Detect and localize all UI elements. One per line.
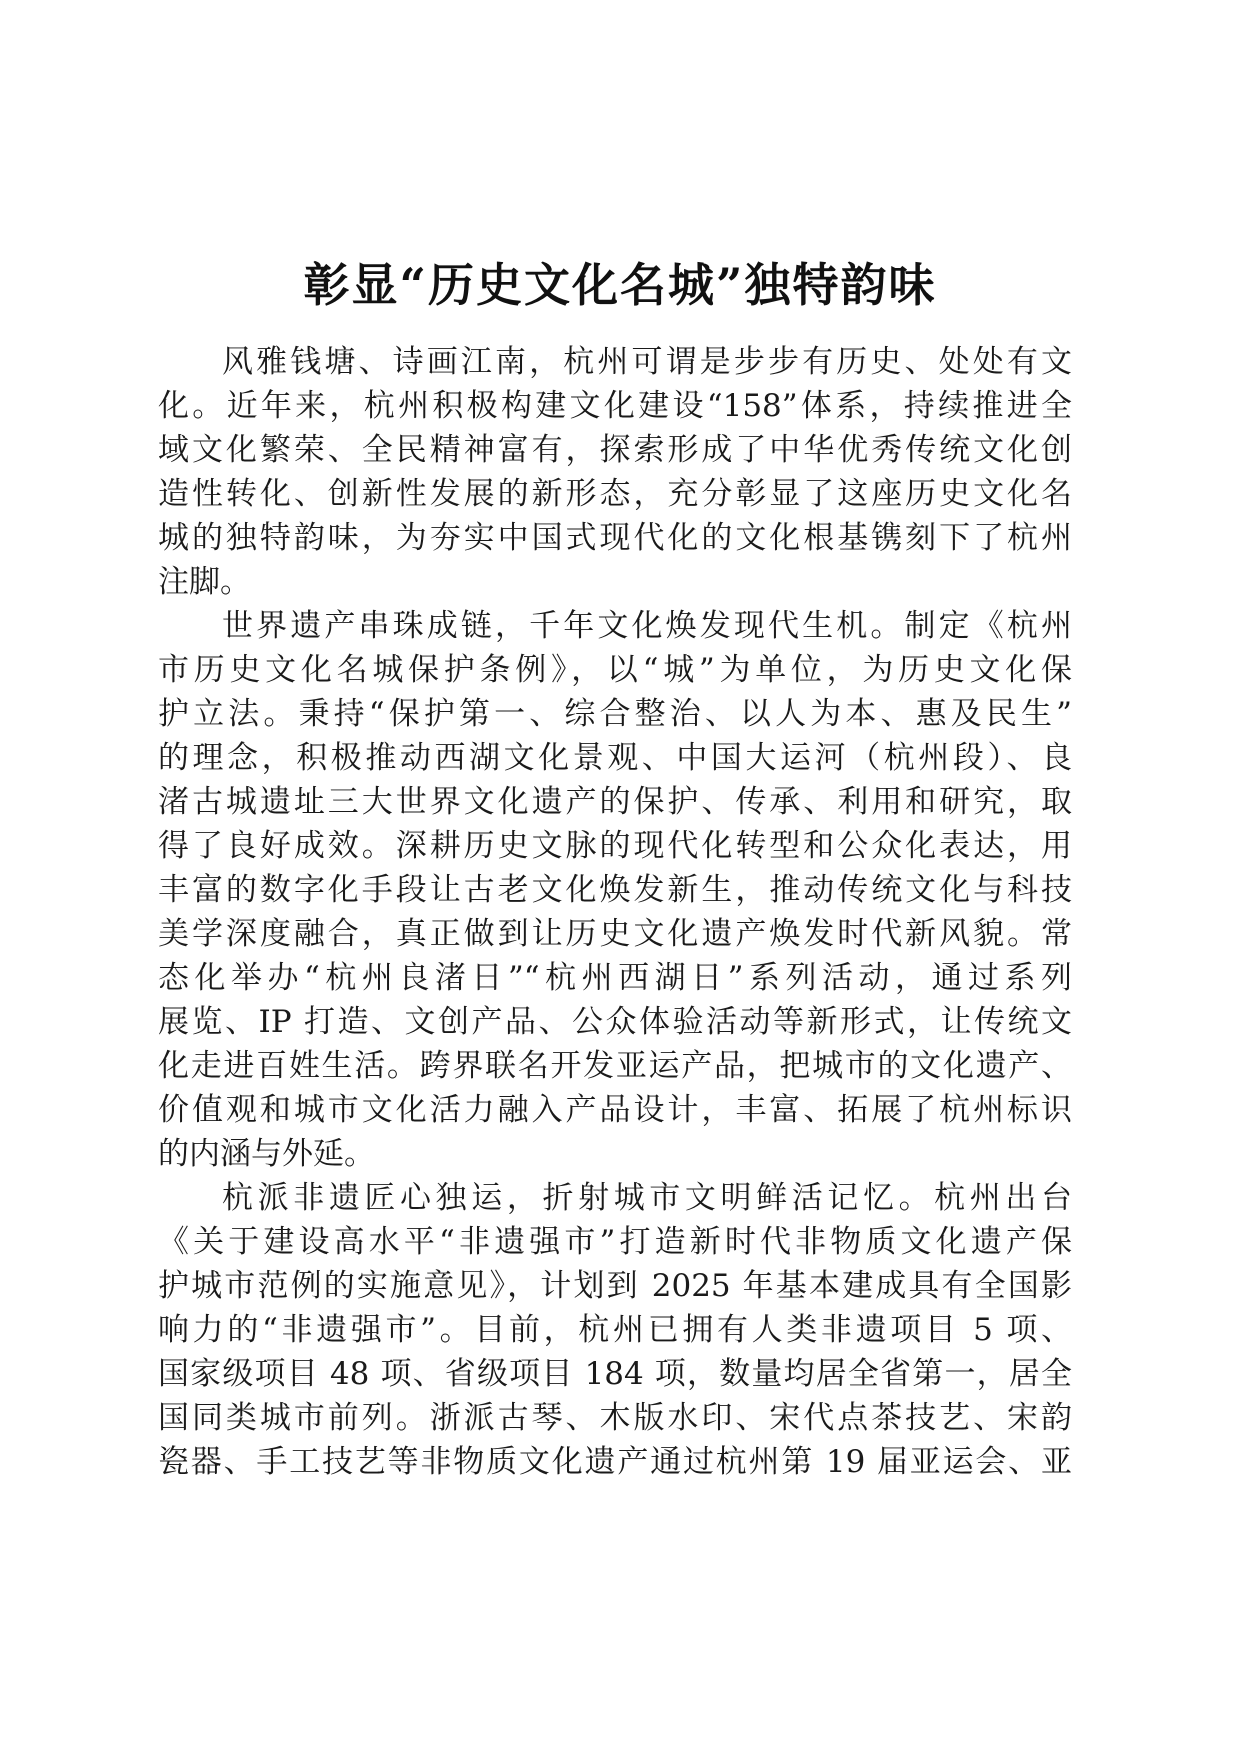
paragraph-2-line-3: 护立法。秉持“保护第一、综合整治、以人为本、惠及民生” bbox=[158, 696, 1072, 732]
paragraph-1-line-1: 风雅钱塘、诗画江南，杭州可谓是步步有历史、处处有文 bbox=[222, 344, 1072, 380]
paragraph-3-line-1: 杭派非遗匠心独运，折射城市文明鲜活记忆。杭州出台 bbox=[222, 1180, 1072, 1216]
paragraph-1-line-2: 化。近年来，杭州积极构建文化建设“158”体系，持续推进全 bbox=[158, 388, 1072, 424]
paragraph-3-line-3: 护城市范例的实施意见》，计划到 2025 年基本建成具有全国影 bbox=[158, 1268, 1072, 1304]
paragraph-3-line-7: 瓷器、手工技艺等非物质文化遗产通过杭州第 19 届亚运会、亚 bbox=[158, 1444, 1072, 1480]
paragraph-2-line-12: 价值观和城市文化活力融入产品设计，丰富、拓展了杭州标识 bbox=[158, 1092, 1072, 1128]
paragraph-2-line-9: 态化举办“杭州良渚日”“杭州西湖日”系列活动，通过系列 bbox=[158, 960, 1072, 996]
paragraph-2-line-8: 美学深度融合，真正做到让历史文化遗产焕发时代新风貌。常 bbox=[158, 916, 1072, 952]
paragraph-3-line-6: 国同类城市前列。浙派古琴、木版水印、宋代点茶技艺、宋韵 bbox=[158, 1400, 1072, 1436]
paragraph-3-line-5: 国家级项目 48 项、省级项目 184 项，数量均居全省第一，居全 bbox=[158, 1356, 1072, 1392]
paragraph-3-line-4: 响力的“非遗强市”。目前，杭州已拥有人类非遗项目 5 项、 bbox=[158, 1312, 1072, 1348]
paragraph-3-line-2: 《关于建设高水平“非遗强市”打造新时代非物质文化遗产保 bbox=[158, 1224, 1072, 1260]
paragraph-2-line-5: 渚古城遗址三大世界文化遗产的保护、传承、利用和研究，取 bbox=[158, 784, 1072, 820]
paragraph-2-line-11: 化走进百姓生活。跨界联名开发亚运产品，把城市的文化遗产、 bbox=[158, 1048, 1072, 1084]
paragraph-2-line-2: 市历史文化名城保护条例》，以“城”为单位，为历史文化保 bbox=[158, 652, 1072, 688]
paragraph-2-line-7: 丰富的数字化手段让古老文化焕发新生，推动传统文化与科技 bbox=[158, 872, 1072, 908]
document-title: 彰显“历史文化名城”独特韵味 bbox=[303, 258, 937, 312]
paragraph-1-line-4: 造性转化、创新性发展的新形态，充分彰显了这座历史文化名 bbox=[158, 476, 1072, 512]
paragraph-2-line-10: 展览、IP 打造、文创产品、公众体验活动等新形式，让传统文 bbox=[158, 1004, 1072, 1040]
paragraph-2-line-13: 的内涵与外延。 bbox=[158, 1136, 375, 1172]
paragraph-2-line-6: 得了良好成效。深耕历史文脉的现代化转型和公众化表达，用 bbox=[158, 828, 1072, 864]
paragraph-2-line-4: 的理念，积极推动西湖文化景观、中国大运河（杭州段）、良 bbox=[158, 740, 1072, 776]
paragraph-1-line-3: 域文化繁荣、全民精神富有，探索形成了中华优秀传统文化创 bbox=[158, 432, 1072, 468]
paragraph-1-line-5: 城的独特韵味，为夯实中国式现代化的文化根基镌刻下了杭州 bbox=[158, 520, 1072, 556]
paragraph-1-line-6: 注脚。 bbox=[158, 564, 251, 600]
paragraph-2-line-1: 世界遗产串珠成链，千年文化焕发现代生机。制定《杭州 bbox=[222, 608, 1072, 644]
